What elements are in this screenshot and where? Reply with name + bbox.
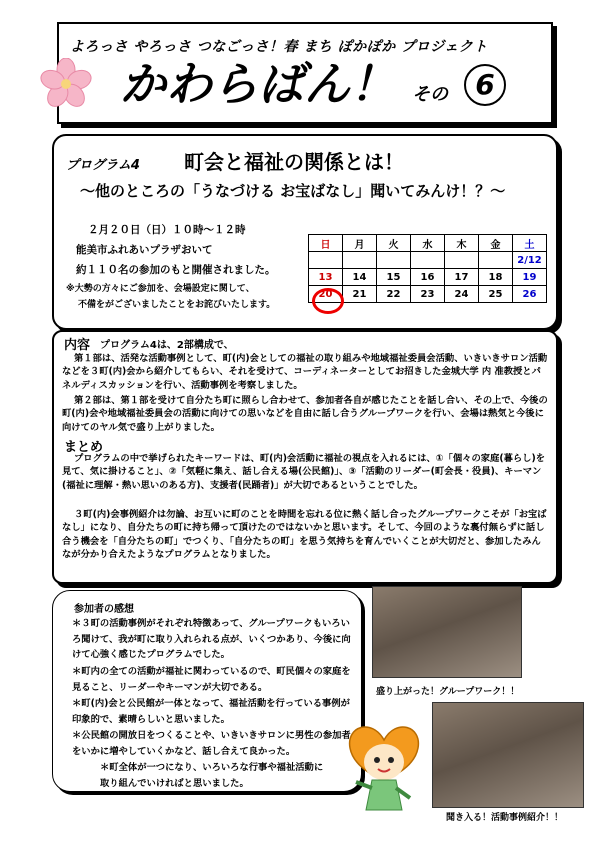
event-venue: 能美市ふれあいプラザおいて [76,244,213,256]
calendar-cell: 17 [445,269,479,286]
calendar-cell: 18 [479,269,513,286]
calendar-cell: 2/12 [513,252,547,269]
summary-para-2: ３町(内)会事例紹介は勿論、お互いに町のことを時間を忘れる位に熱く話し合ったグループワークこそが「お宝ばなし」になり、自分たちの町に持ち帰って頂けたのではないかと思います。そして、今回のような裏付無らずに話し合う機会を「自分たちの町」でつくり、「自分たちの町」を思う気持ちを育んでいくことが大切だと、参加したみんなが分かり合えたようなプログラムとなりました。 [62,509,547,561]
calendar-cell: 19 [513,269,547,286]
event-day-circle [312,288,344,314]
calendar-cell [343,252,377,269]
calendar-cell [411,252,445,269]
impression-item: ＊公民館の開放日をつくることや、いきいきサロンに男性の参加者をいかに増やしていくかなど、話し合えて良かった。 [72,730,351,757]
calendar-day-header: 火 [377,235,411,252]
content-heading: 内容 [64,338,91,353]
issue-number: 6 [464,64,506,106]
calendar-cell [309,252,343,269]
calendar-cell [445,252,479,269]
heart-mascot-icon [344,718,424,818]
calendar-cell: 25 [479,286,513,303]
calendar-day-header: 水 [411,235,445,252]
newsletter-title: かわらばん！ [120,57,396,111]
calendar-cell: 20 [309,286,343,303]
calendar-cell: 14 [343,269,377,286]
photo-caption: 盛り上がった！グループワーク！！ [376,687,520,697]
group-work-photo [372,586,522,678]
calendar-row [309,269,547,286]
calendar-day-header: 月 [343,235,377,252]
calendar-cell: 15 [377,269,411,286]
program-label: プログラム4 [66,158,140,173]
program-title: 町会と福祉の関係とは！ [184,150,404,174]
case-presentation-photo [432,702,584,808]
header-subtitle: よろっさ やろっさ つなごっさ！春 まち ぽかぽか プロジェクト [70,39,488,55]
program-subtitle: ～他のところの「うなづける お宝ばなし」聞いてみんけ！？～ [80,182,506,200]
impression-item: ＊町全体が一つになり、いろいろな行事や福祉活動に取り組んでいければと思いました。 [100,762,324,789]
calendar-cell [377,252,411,269]
calendar-row [309,252,547,269]
calendar-day-header: 木 [445,235,479,252]
calendar-cell: 16 [411,269,445,286]
content-part1: 第１部は、活発な活動事例として、町(内)会としての福祉の取り組みや地域福祉委員会活動、いきいきサロン活動などを３町(内)会から紹介してもらい、それを受けて、コーディネーターとしてお招きした金城大学 内 准教授とパネルディスカッションを行い、活動事例を考察しました。 [62,353,548,391]
calendar-cell: 26 [513,286,547,303]
calendar-header-row [309,235,547,252]
calendar-cell: 23 [411,286,445,303]
event-attendance: 約１１０名の参加のもと開催されました。 [76,264,276,276]
calendar-cell: 24 [445,286,479,303]
calendar-cell: 22 [377,286,411,303]
photo-caption: 聞き入る！活動事例紹介！！ [446,813,564,823]
calendar-day-header: 金 [479,235,513,252]
event-date: ２月２０日（日）１０時～１２時 [88,224,246,236]
impression-item: ＊町(内)会と公民館が一体となって、福祉活動を行っている事例が印象的で、素晴らしいと思いました。 [72,698,350,725]
calendar-cell: 21 [343,286,377,303]
issue-prefix: その [412,84,448,105]
calendar [308,234,547,303]
impression-item: ＊町内の全ての活動が福祉に関わっているので、町民個々の家庭を見ること、リーダーやキーマンが大切である。 [72,666,351,693]
calendar-row [309,286,547,303]
calendar-day-header: 土 [513,235,547,252]
summary-heading: まとめ [64,440,104,455]
notice-line-1: ※大勢の方々にご参加を、会場設定に関して、 [66,284,255,294]
impression-item: ＊３町の活動事例がそれぞれ特徴あって、グループワークもいろいろ聞けて、我が町に取り入れられる点が、いくつかあり、今後に向けて心強く感じたプログラムでした。 [72,618,351,660]
cherry-blossom-icon [40,58,92,110]
impressions-heading: 参加者の感想 [74,604,134,615]
calendar-cell: 13 [309,269,343,286]
calendar-day-header: 日 [309,235,343,252]
summary-para-1: プログラムの中で挙げられたキーワードは、町(内)会活動に福祉の視点を入れるには、①「個々の家庭(暮らし)を見て、気に掛けること」、②「気軽に集え、話し合える場(公民館)」、③「活動のリーダー(町会長・役員)、キーマン(福祉に理解・熱い思いのある方)、支援者(民踊者)」が大切であるということでした。 [62,453,546,491]
content-part2: 第２部は、第１部を受けて自分たち町に照らし合わせて、参加者各自が感じたことを話し合い、その上で、今後の町(内)会や地域福祉委員会の活動に向けての思いなどを自由に話し合うグループワークを行い、会場は熱気と今後に向けてのヤル気で盛り上がりました。 [62,395,548,433]
notice-line-2: 不備をがございましたことをお詫びいたします。 [78,300,276,310]
content-intro: プログラム4は、2部構成で、 [100,340,234,351]
calendar-cell [479,252,513,269]
